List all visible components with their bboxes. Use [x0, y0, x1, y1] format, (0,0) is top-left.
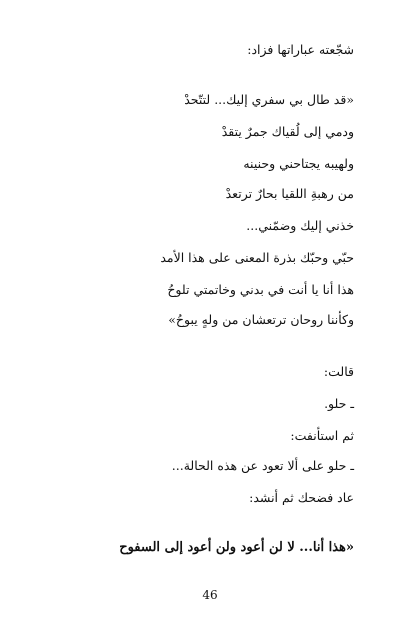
- dialogue-line-4: ـ حلو على ألا تعود عن هذه الحالة...: [171, 458, 354, 473]
- dialogue-line-2: ـ حلو.: [324, 396, 354, 411]
- page-number: 46: [202, 588, 218, 602]
- intro-line: شجّعته عباراتها فزاد:: [247, 42, 354, 57]
- final-verse: «هذا أنا... لا لن أعود ولن أعود إلى السفوح: [119, 540, 354, 555]
- poem-line-3: ولهيبه يجتاحني وحنينه: [243, 156, 354, 171]
- poem-line-4: من رهبةِ اللقيا بحارٌ ترتعدْ: [225, 186, 354, 201]
- poem-line-5: خذني إليك وضمّني...: [246, 218, 354, 233]
- dialogue-line-5: عاد فضحك ثم أنشد:: [249, 490, 354, 505]
- poem-line-6: حبّي وحبّك بذرة المعنى على هذا الأمد: [160, 250, 354, 265]
- poem-line-7: هذا أنا يا أنت في بدني وخاتمتي تلوحُ: [167, 282, 354, 297]
- poem-line-8: وكأننا روحان ترتعشان من ولهٍ يبوحُ»: [168, 312, 354, 327]
- dialogue-line-1: قالت:: [323, 364, 354, 379]
- dialogue-line-3: ثم استأنفت:: [290, 428, 354, 443]
- poem-line-2: ودمي إلى لُقياك جمرٌ يتقدْ: [221, 124, 354, 139]
- poem-line-1: «قد طال بي سفري إليك... لتتّحدْ: [184, 92, 354, 107]
